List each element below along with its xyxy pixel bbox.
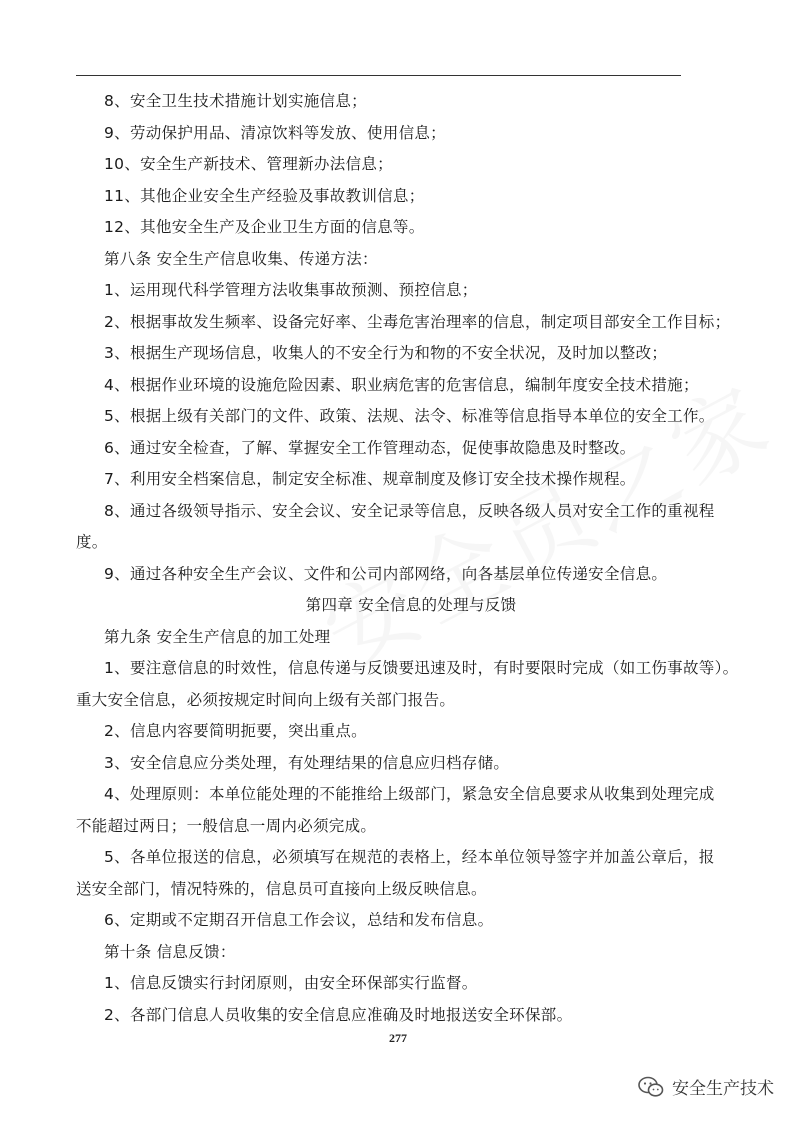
text-line: 1、要注意信息的时效性，信息传递与反馈要迅速及时，有时要限时完成（如工伤事故等）。 (104, 659, 739, 677)
article-heading: 第十条 信息反馈： (104, 942, 236, 961)
page-number: 277 (389, 1031, 407, 1045)
header-rule (76, 75, 681, 76)
text-line: 8、安全卫生技术措施计划实施信息； (104, 92, 367, 110)
text-line: 11、其他企业安全生产经验及事故教训信息； (104, 186, 425, 205)
text-line: 1、信息反馈实行封闭原则，由安全环保部实行监督。 (104, 974, 478, 992)
text-line: 9、劳动保护用品、清凉饮料等发放、使用信息； (104, 123, 446, 142)
text-line: 8、通过各级领导指示、安全会议、安全记录等信息，反映各级人员对安全工作的重视程 (104, 501, 715, 520)
text-line: 10、安全生产新技术、管理新办法信息； (104, 155, 393, 173)
text-line: 2、信息内容要简明扼要，突出重点。 (104, 722, 367, 740)
text-line: 4、根据作业环境的设施危险因素、职业病危害的危害信息，编制年度安全技术措施； (104, 375, 699, 394)
brand-name: 安全生产技术 (672, 1079, 774, 1099)
text-line: 2、根据事故发生频率、设备完好率、尘毒危害治理率的信息，制定项目部安全工作目标； (104, 312, 731, 331)
text-line: 2、各部门信息人员收集的安全信息应准确及时地报送安全环保部。 (104, 1005, 573, 1024)
text-line: 9、通过各种安全生产会议、文件和公司内部网络，向各基层单位传递安全信息。 (104, 564, 668, 583)
text-line: 7、利用安全档案信息，制定安全标准、规章制度及修订安全技术操作规程。 (104, 470, 636, 488)
text-line: 6、通过安全检查，了解、掌握安全工作管理动态，促使事故隐患及时整改。 (104, 438, 636, 457)
document-body (76, 86, 739, 1031)
text-line: 1、运用现代科学管理方法收集事故预测、预控信息； (104, 281, 478, 299)
text-line: 5、各单位报送的信息，必须填写在规范的表格上，经本单位领导签字并加盖公章后，报 (104, 848, 715, 866)
brand-watermark (638, 1074, 774, 1099)
wechat-icon (638, 1076, 664, 1098)
article-heading: 第九条 安全生产信息的加工处理 (104, 627, 331, 646)
text-line: 5、根据上级有关部门的文件、政策、法规、法令、标准等信息指导本单位的安全工作。 (104, 407, 715, 425)
article-heading: 第八条 安全生产信息收集、传递方法： (104, 249, 378, 268)
text-line: 3、安全信息应分类处理，有处理结果的信息应归档存储。 (104, 753, 510, 772)
text-line: 重大安全信息，必须按规定时间向上级有关部门报告。 (76, 690, 456, 709)
text-line: 送安全部门，情况特殊的，信息员可直接向上级反映信息。 (76, 879, 487, 898)
chapter-heading: 第四章 安全信息的处理与反馈 (305, 596, 517, 614)
text-line: 度。 (76, 533, 108, 551)
text-line: 12、其他安全生产及企业卫生方面的信息等。 (104, 218, 425, 236)
text-line: 6、定期或不定期召开信息工作会议，总结和发布信息。 (104, 911, 494, 929)
text-line: 不能超过两日；一般信息一周内必须完成。 (76, 816, 377, 835)
text-line: 4、处理原则：本单位能处理的不能推给上级部门，紧急安全信息要求从收集到处理完成 (104, 785, 715, 803)
text-line: 3、根据生产现场信息，收集人的不安全行为和物的不安全状况，及时加以整改； (104, 344, 668, 362)
